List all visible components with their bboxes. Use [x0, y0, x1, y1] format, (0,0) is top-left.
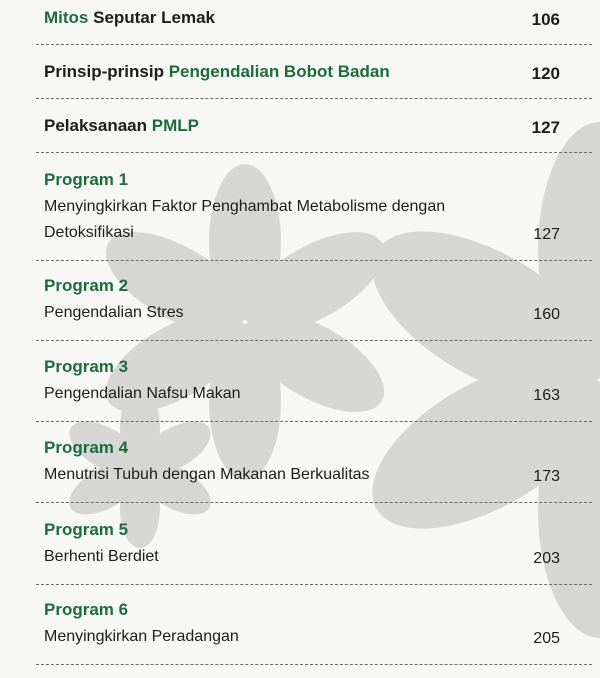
dashed-divider	[36, 260, 592, 261]
program-title: Program 6	[44, 600, 129, 619]
program-subtitle: Pengendalian Nafsu Makan	[44, 385, 241, 402]
page-number: 106	[531, 10, 560, 29]
page-number: 203	[533, 550, 560, 567]
dashed-divider	[36, 340, 592, 341]
dashed-divider	[36, 502, 592, 503]
program-subtitle: Menyingkirkan Peradangan	[44, 628, 239, 645]
entry-title: Mitos Seputar Lemak	[44, 8, 215, 27]
program-title: Program 2	[44, 276, 129, 295]
dashed-divider	[36, 44, 592, 45]
program-title: Program 5	[44, 520, 129, 539]
entry-title: Pelaksanaan PMLP	[44, 116, 199, 135]
program-subtitle: Berhenti Berdiet	[44, 548, 159, 565]
page-number: 173	[533, 468, 560, 485]
program-title: Program 1	[44, 170, 129, 189]
program-title: Program 4	[44, 438, 129, 457]
dashed-divider	[36, 584, 592, 585]
dashed-divider	[36, 152, 592, 153]
dashed-divider	[36, 421, 592, 422]
program-subtitle-cont: Detoksifikasi	[44, 224, 134, 241]
entry-title: Prinsip-prinsip Pengendalian Bobot Badan	[44, 62, 390, 81]
dashed-divider	[36, 664, 592, 665]
page-number: 120	[531, 64, 560, 83]
program-subtitle: Menyingkirkan Faktor Penghambat Metabolisme dengan	[44, 198, 446, 215]
program-subtitle: Menutrisi Tubuh dengan Makanan Berkualitas	[44, 466, 370, 483]
program-subtitle: Pengendalian Stres	[44, 304, 184, 321]
page-number: 163	[533, 387, 560, 404]
page-number: 127	[531, 118, 560, 137]
page-number: 205	[533, 630, 560, 647]
page-number: 127	[533, 226, 560, 243]
page-number: 160	[533, 306, 560, 323]
dashed-divider	[36, 98, 592, 99]
program-title: Program 3	[44, 357, 129, 376]
